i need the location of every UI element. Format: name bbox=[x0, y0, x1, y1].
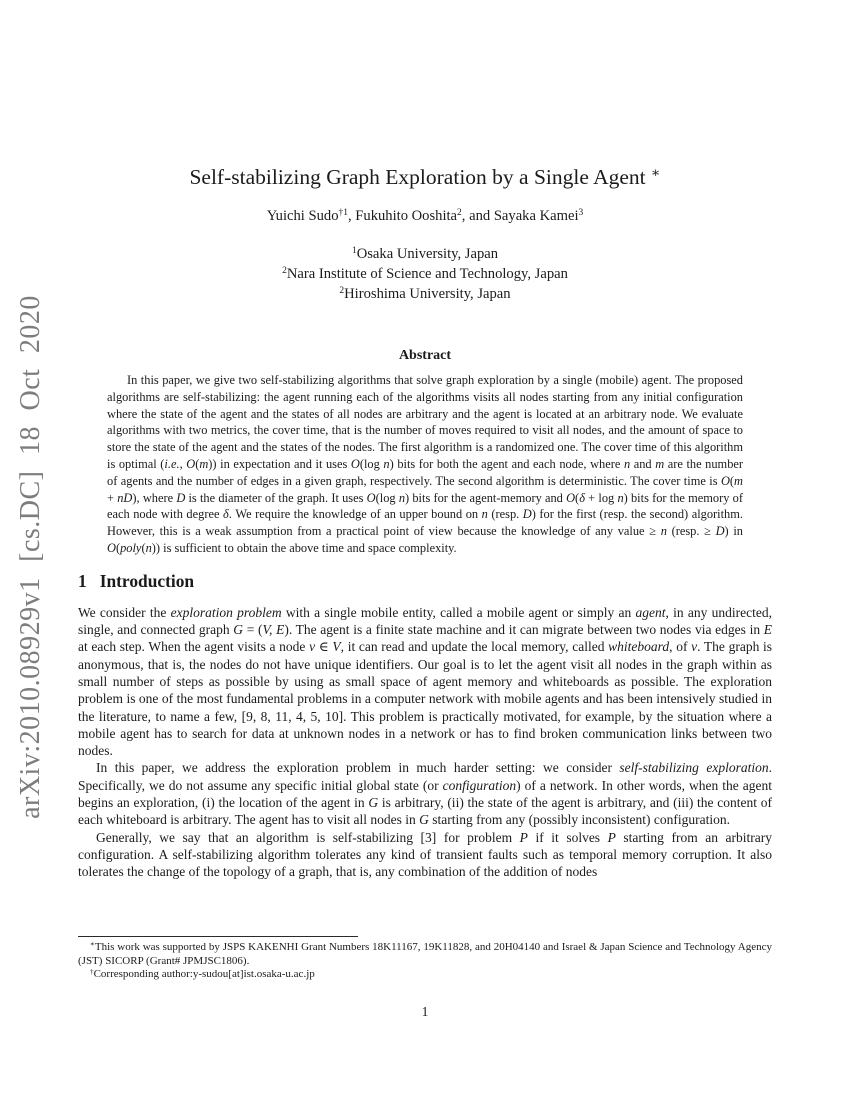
author-line: Yuichi Sudo$^{\dagger 1}$, Fukuhito Ooshita$^2$, and Sayaka Kamei$^3$ bbox=[266, 208, 584, 224]
affiliation-line: $^2$Hiroshima University, Japan bbox=[339, 286, 511, 302]
abstract-text: In this paper, we give two self-stabilizing algorithms that solve graph exploration by a single (mobile) agent. The proposed algorithms are self-stabilizing: the agent running each of the algorithms visits all nodes starting from any initial configuration where the state of the agent and the states of all nodes are arbitrary and the agent is located at an arbitrary node. We evaluate algorithms with two metrics, the cover time, that is the number of moves required to visit all nodes, and the amount of space to store the state of the agent and the states of the nodes. The first algorithm is a randomized one. The cover time of this algorithm is optimal (i.e., O(m)) in expectation and it uses O(log n) bits for both the agent and each node, where n and m are the number of agents and the number of edges in a given graph, respectively. The second algorithm is deterministic. The cover time is O(m + nD), where D is the diameter of the graph. It uses O(log n) bits for the agent-memory and O(δ + log n) bits for the memory of each node with degree δ. We require the knowledge of an upper bound on n (resp. D) for the first (resp. the second) algorithm. However, this is a weak assumption from a practical point of view because the knowledge of any value ≥ n (resp. ≥ D) in O(poly(n)) is sufficient to obtain the above time and space complexity. bbox=[107, 373, 744, 555]
footnote-rule bbox=[78, 936, 358, 937]
section-heading bbox=[78, 570, 772, 592]
paper-title: Self-stabilizing Graph Exploration by a Single Agent ∗ bbox=[189, 165, 661, 189]
affiliation-line: $^1$Osaka University, Japan bbox=[351, 246, 499, 262]
section-title: Introduction bbox=[99, 570, 195, 591]
affiliation-list bbox=[78, 244, 772, 304]
affiliation-line: $^2$Nara Institute of Science and Technology, Japan bbox=[282, 266, 568, 282]
abstract-heading: Abstract bbox=[398, 348, 452, 363]
body-paragraph: In this paper, we address the exploration problem in much harder setting: we consider self-stabilizing exploration. Specifically, we do not assume any specific initial global state (or configuration) of a network. In other words, when the agent begins an exploration, (i) the location of the agent in G is arbitrary, (ii) the state of the agent is arbitrary, and (iii) the content of each whiteboard is arbitrary. The agent has to visit all nodes in G starting from any (possibly inconsistent) configuration. bbox=[78, 760, 772, 828]
arxiv-watermark: arXiv:2010.08929v1 [cs.DC] 18 Oct 2020 bbox=[15, 295, 46, 819]
footnote-thanks: ∗This work was supported by JSPS KAKENHI Grant Numbers 18K11167, 19K11828, and 20H04140 and Israel & Japan Science and Technology Agency (JST) SICORP (Grant# JPMJSC1806). bbox=[78, 940, 772, 967]
paper-content bbox=[78, 0, 772, 936]
footnote-block bbox=[78, 936, 772, 982]
footnote-corresponding-author: †Corresponding author:y-sudou[at]ist.osaka-u.ac.jp bbox=[90, 967, 315, 981]
body-paragraph: We consider the exploration problem with a single mobile entity, called a mobile agent or simply an agent, in any undirected, single, and connected graph G = (V, E). The agent is a finite state machine and it can migrate between two nodes via edges in E at each step. When the agent visits a node v ∈ V, it can read and update the local memory, called whiteboard, of v. The graph is anonymous, that is, the nodes do not have unique identifiers. Our goal is to let the agent visit all nodes in the graph within as small number of steps as possible by using as small space of agent memory and whiteboards as possible. The exploration problem is one of the most fundamental problems in a computer network with mobile agents and has been intensively studied in the literature, to name a few, [9, 8, 11, 4, 5, 10]. This problem is practically motivated, for example, by the situation where a mobile agent has to search for data at unknown nodes in a network or has to find broken communication links between two nodes. bbox=[78, 604, 772, 759]
body-paragraph: Generally, we say that an algorithm is self-stabilizing [3] for problem P if it solves P starting from an arbitrary configuration. A self-stabilizing algorithm tolerates any kind of transient faults such as temporal memory corruption. It also tolerates the change of the topology of a graph, that is, any combination of the addition of nodes bbox=[78, 829, 772, 880]
section-number: 1 bbox=[78, 570, 87, 591]
page-number: 1 bbox=[421, 1004, 429, 1019]
